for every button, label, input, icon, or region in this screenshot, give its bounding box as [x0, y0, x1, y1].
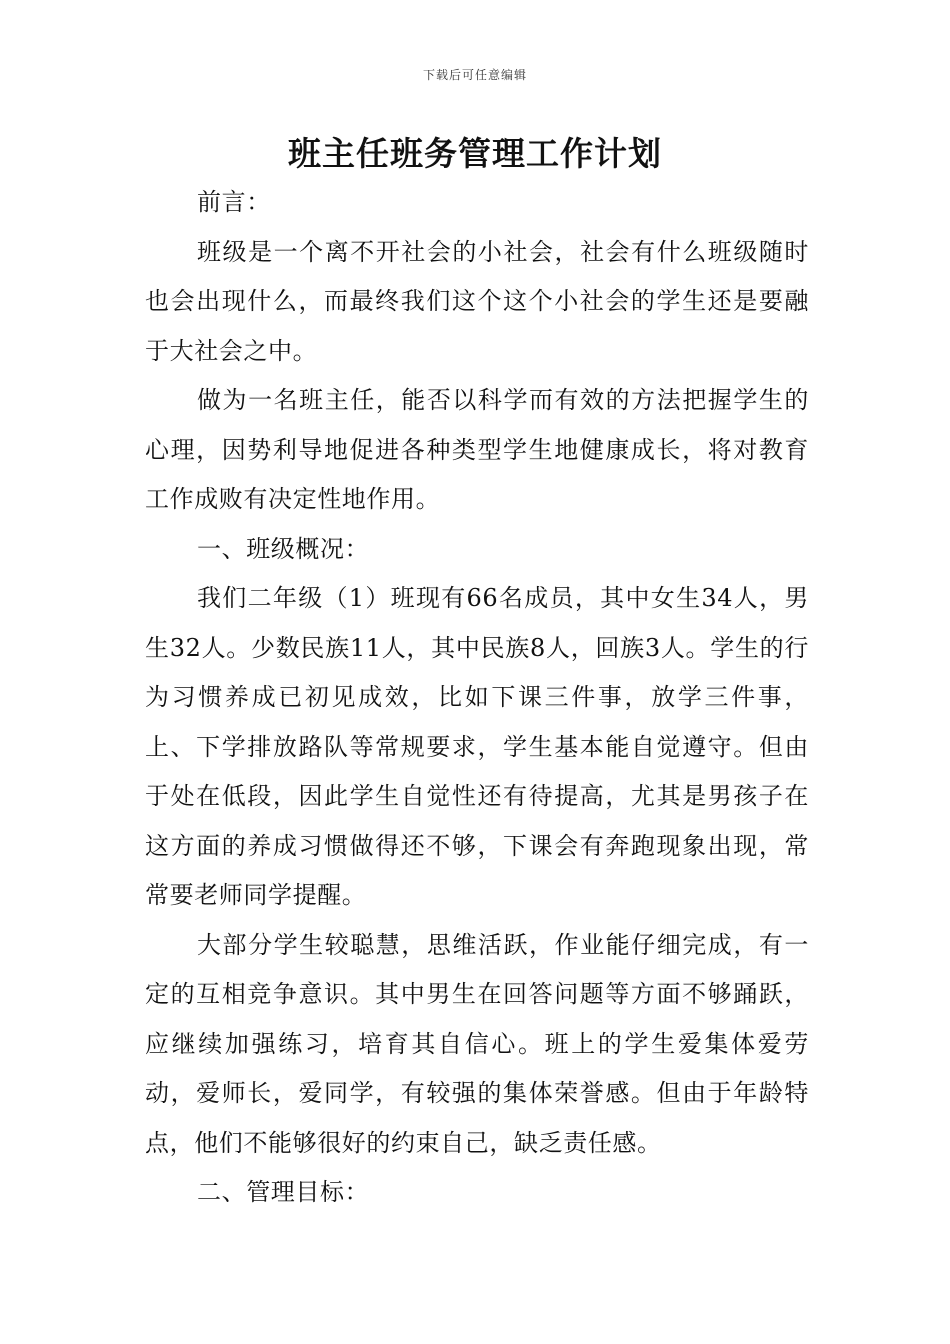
- paragraph-intro-2: 做为一名班主任，能否以科学而有效的方法把握学生的心理，因势利导地促进各种类型学生地健康成长，将对教育工作成败有决定性地作用。: [145, 386, 809, 513]
- document-body: [145, 178, 809, 1218]
- page-title: 班主任班务管理工作计划: [288, 134, 662, 173]
- preface-label: 前言：: [197, 188, 271, 216]
- paragraph-intro-1: 班级是一个离不开社会的小社会，社会有什么班级随时也会出现什么，而最终我们这个这个小社会的学生还是要融于大社会之中。: [145, 237, 809, 365]
- paragraph-class-overview-1: 我们二年级（1）班现有66名成员，其中女生34人，男生32人。少数民族11人，其中民族8人，回族3人。学生的行为习惯养成已初见成效，比如下课三件事，放学三件事，上、下学排放路队等常规要求，学生基本能自觉遵守。但由于处在低段，因此学生自觉性还有待提高，尤其是男孩子在这方面的养成习惯做得还不够，下课会有奔跑现象出现，常常要老师同学提醒。: [145, 584, 809, 909]
- section-heading-class-overview: 一、班级概况：: [197, 534, 370, 563]
- section-heading-management-goals: 二、管理目标：: [197, 1178, 370, 1206]
- paragraph-class-overview-2: 大部分学生较聪慧，思维活跃，作业能仔细完成，有一定的互相竞争意识。其中男生在回答问题等方面不够踊跃，应继续加强练习，培育其自信心。班上的学生爱集体爱劳动，爱师长，爱同学，有较强的集体荣誉感。但由于年龄特点，他们不能够很好的约束自己，缺乏责任感。: [145, 930, 809, 1157]
- header-note: 下载后可任意编辑: [422, 68, 527, 82]
